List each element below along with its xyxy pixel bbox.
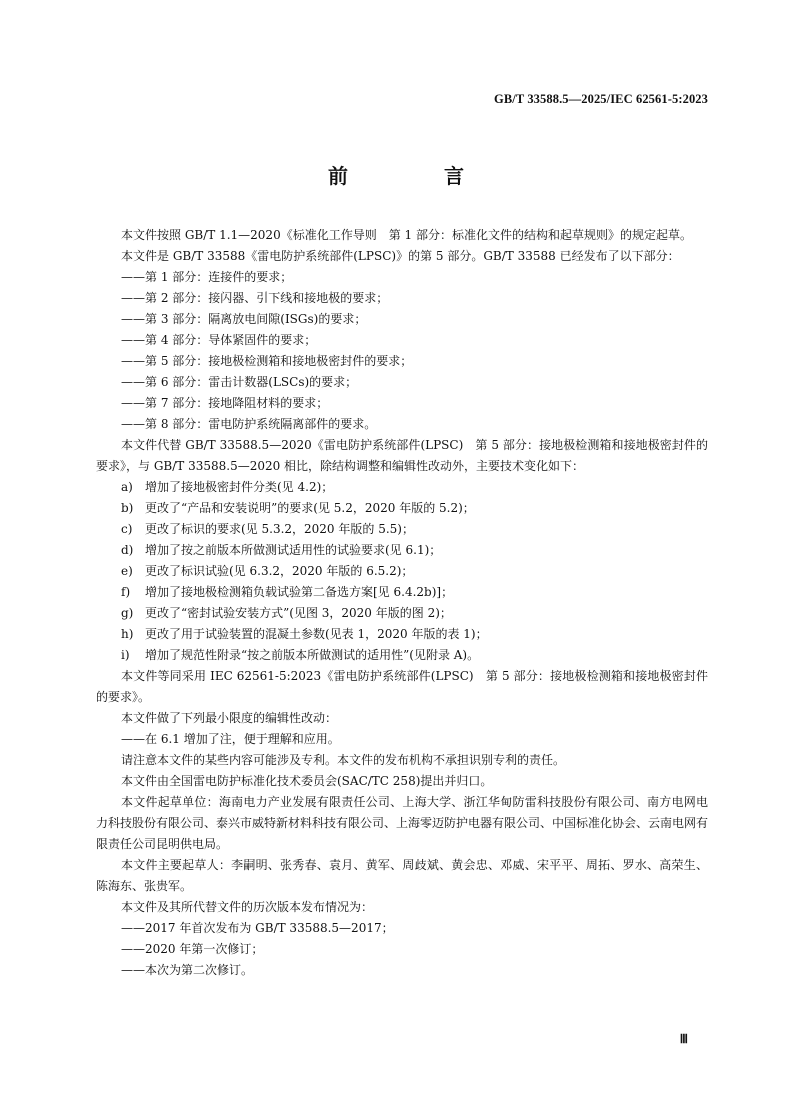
history-item: ——2017 年首次发布为 GB/T 33588.5—2017； (121, 921, 394, 935)
editorial-change-item: ——在 6.1 增加了注，便于理解和应用。 (121, 732, 340, 746)
change-label: e) (121, 564, 133, 578)
document-body (96, 225, 708, 981)
paragraph-history-intro: 本文件及其所代替文件的历次版本发布情况为： (121, 900, 374, 914)
part-list-item: ——第 5 部分：接地极检测箱和接地极密封件的要求； (121, 354, 413, 368)
paragraph-drafting-rules: 本文件按照 GB/T 1.1—2020《标准化工作导则 第 1 部分：标准化文件的结构和起草规则》的规定起草。 (121, 228, 692, 242)
change-text: 增加了接地极密封件分类(见 4.2)； (145, 480, 334, 494)
change-label: f) (121, 585, 131, 599)
page-number: Ⅲ (679, 1032, 688, 1046)
change-list-item (96, 624, 708, 645)
change-list-item (96, 645, 708, 666)
change-text: 更改了用于试验装置的混凝土参数(见表 1，2020 年版的表 1)； (145, 627, 488, 641)
change-label: i) (121, 648, 130, 662)
paragraph-iec-adoption: 本文件等同采用 IEC 62561-5:2023《雷电防护系统部件(LPSC) 第 5 部分：接地极检测箱和接地极密封件的要求》。 (96, 669, 708, 704)
change-label: a) (121, 480, 133, 494)
change-list-item (96, 603, 708, 624)
history-item: ——2020 年第一次修订； (121, 942, 264, 956)
change-text: 增加了规范性附录“按之前版本所做测试的适用性”(见附录 A)。 (145, 648, 480, 662)
part-list-item: ——第 6 部分：雷击计数器(LSCs)的要求； (121, 375, 358, 389)
change-text: 更改了“密封试验安装方式”(见图 3，2020 年版的图 2)； (145, 606, 452, 620)
change-text: 更改了标识的要求(见 5.3.2，2020 年版的 5.5)； (145, 522, 414, 536)
change-list-item (96, 477, 708, 498)
part-list-item: ——第 2 部分：接闪器、引下线和接地极的要求； (121, 291, 389, 305)
change-list-item (96, 561, 708, 582)
change-list-item (96, 540, 708, 561)
part-list-item: ——第 3 部分：隔离放电间隙(ISGs)的要求； (121, 312, 367, 326)
change-list-item (96, 582, 708, 603)
change-label: c) (121, 522, 133, 536)
history-item: ——本次为第二次修订。 (121, 963, 254, 977)
paragraph-drafting-units: 本文件起草单位：海南电力产业发展有限责任公司、上海大学、浙江华甸防雷科技股份有限公司、南方电网电力科技股份有限公司、泰兴市威特新材料科技有限公司、上海零迈防护电器有限公司、中国标准化协会、云南电网有限责任公司昆明供电局。 (96, 795, 709, 851)
part-list-item: ——第 7 部分：接地降阻材料的要求； (121, 396, 329, 410)
change-label: b) (121, 501, 134, 515)
part-list-item: ——第 4 部分：导体紧固件的要求； (121, 333, 317, 347)
part-list-item: ——第 1 部分：连接件的要求； (121, 270, 293, 284)
paragraph-series-intro: 本文件是 GB/T 33588《雷电防护系统部件(LPSC)》的第 5 部分。GB/T 33588 已经发布了以下部分： (121, 249, 680, 263)
change-list-item (96, 519, 708, 540)
change-text: 更改了“产品和安装说明”的要求(见 5.2，2020 年版的 5.2)； (145, 501, 475, 515)
change-label: g) (121, 606, 134, 620)
change-list-item (96, 498, 708, 519)
part-list-item: ——第 8 部分：雷电防护系统隔离部件的要求。 (121, 417, 377, 431)
paragraph-drafters: 本文件主要起草人：李嗣明、张秀春、袁月、黄军、周歧斌、黄会忠、邓威、宋平平、周拓、罗水、高荣生、陈海东、张贵军。 (96, 858, 708, 893)
page-title: 前 言 (328, 164, 502, 188)
change-label: d) (121, 543, 134, 557)
standard-code-header: GB/T 33588.5—2025/IEC 62561-5:2023 (494, 92, 708, 106)
change-text: 更改了标识试验(见 6.3.2，2020 年版的 6.5.2)； (145, 564, 414, 578)
paragraph-editorial-intro: 本文件做了下列最小限度的编辑性改动： (121, 711, 338, 725)
paragraph-patent-notice: 请注意本文件的某些内容可能涉及专利。本文件的发布机构不承担识别专利的责任。 (121, 753, 566, 767)
change-text: 增加了接地极检测箱负载试验第二备选方案[见 6.4.2b)]； (145, 585, 454, 599)
paragraph-committee: 本文件由全国雷电防护标准化技术委员会(SAC/TC 258)提出并归口。 (121, 774, 493, 788)
change-label: h) (121, 627, 134, 641)
change-text: 增加了按之前版本所做测试适用性的试验要求(见 6.1)； (145, 543, 442, 557)
paragraph-replacement: 本文件代替 GB/T 33588.5—2020《雷电防护系统部件(LPSC) 第 5 部分：接地极检测箱和接地极密封件的要求》，与 GB/T 33588.5—2020 相比，除结构调整和编辑性改动外，主要技术变化如下： (96, 438, 708, 473)
